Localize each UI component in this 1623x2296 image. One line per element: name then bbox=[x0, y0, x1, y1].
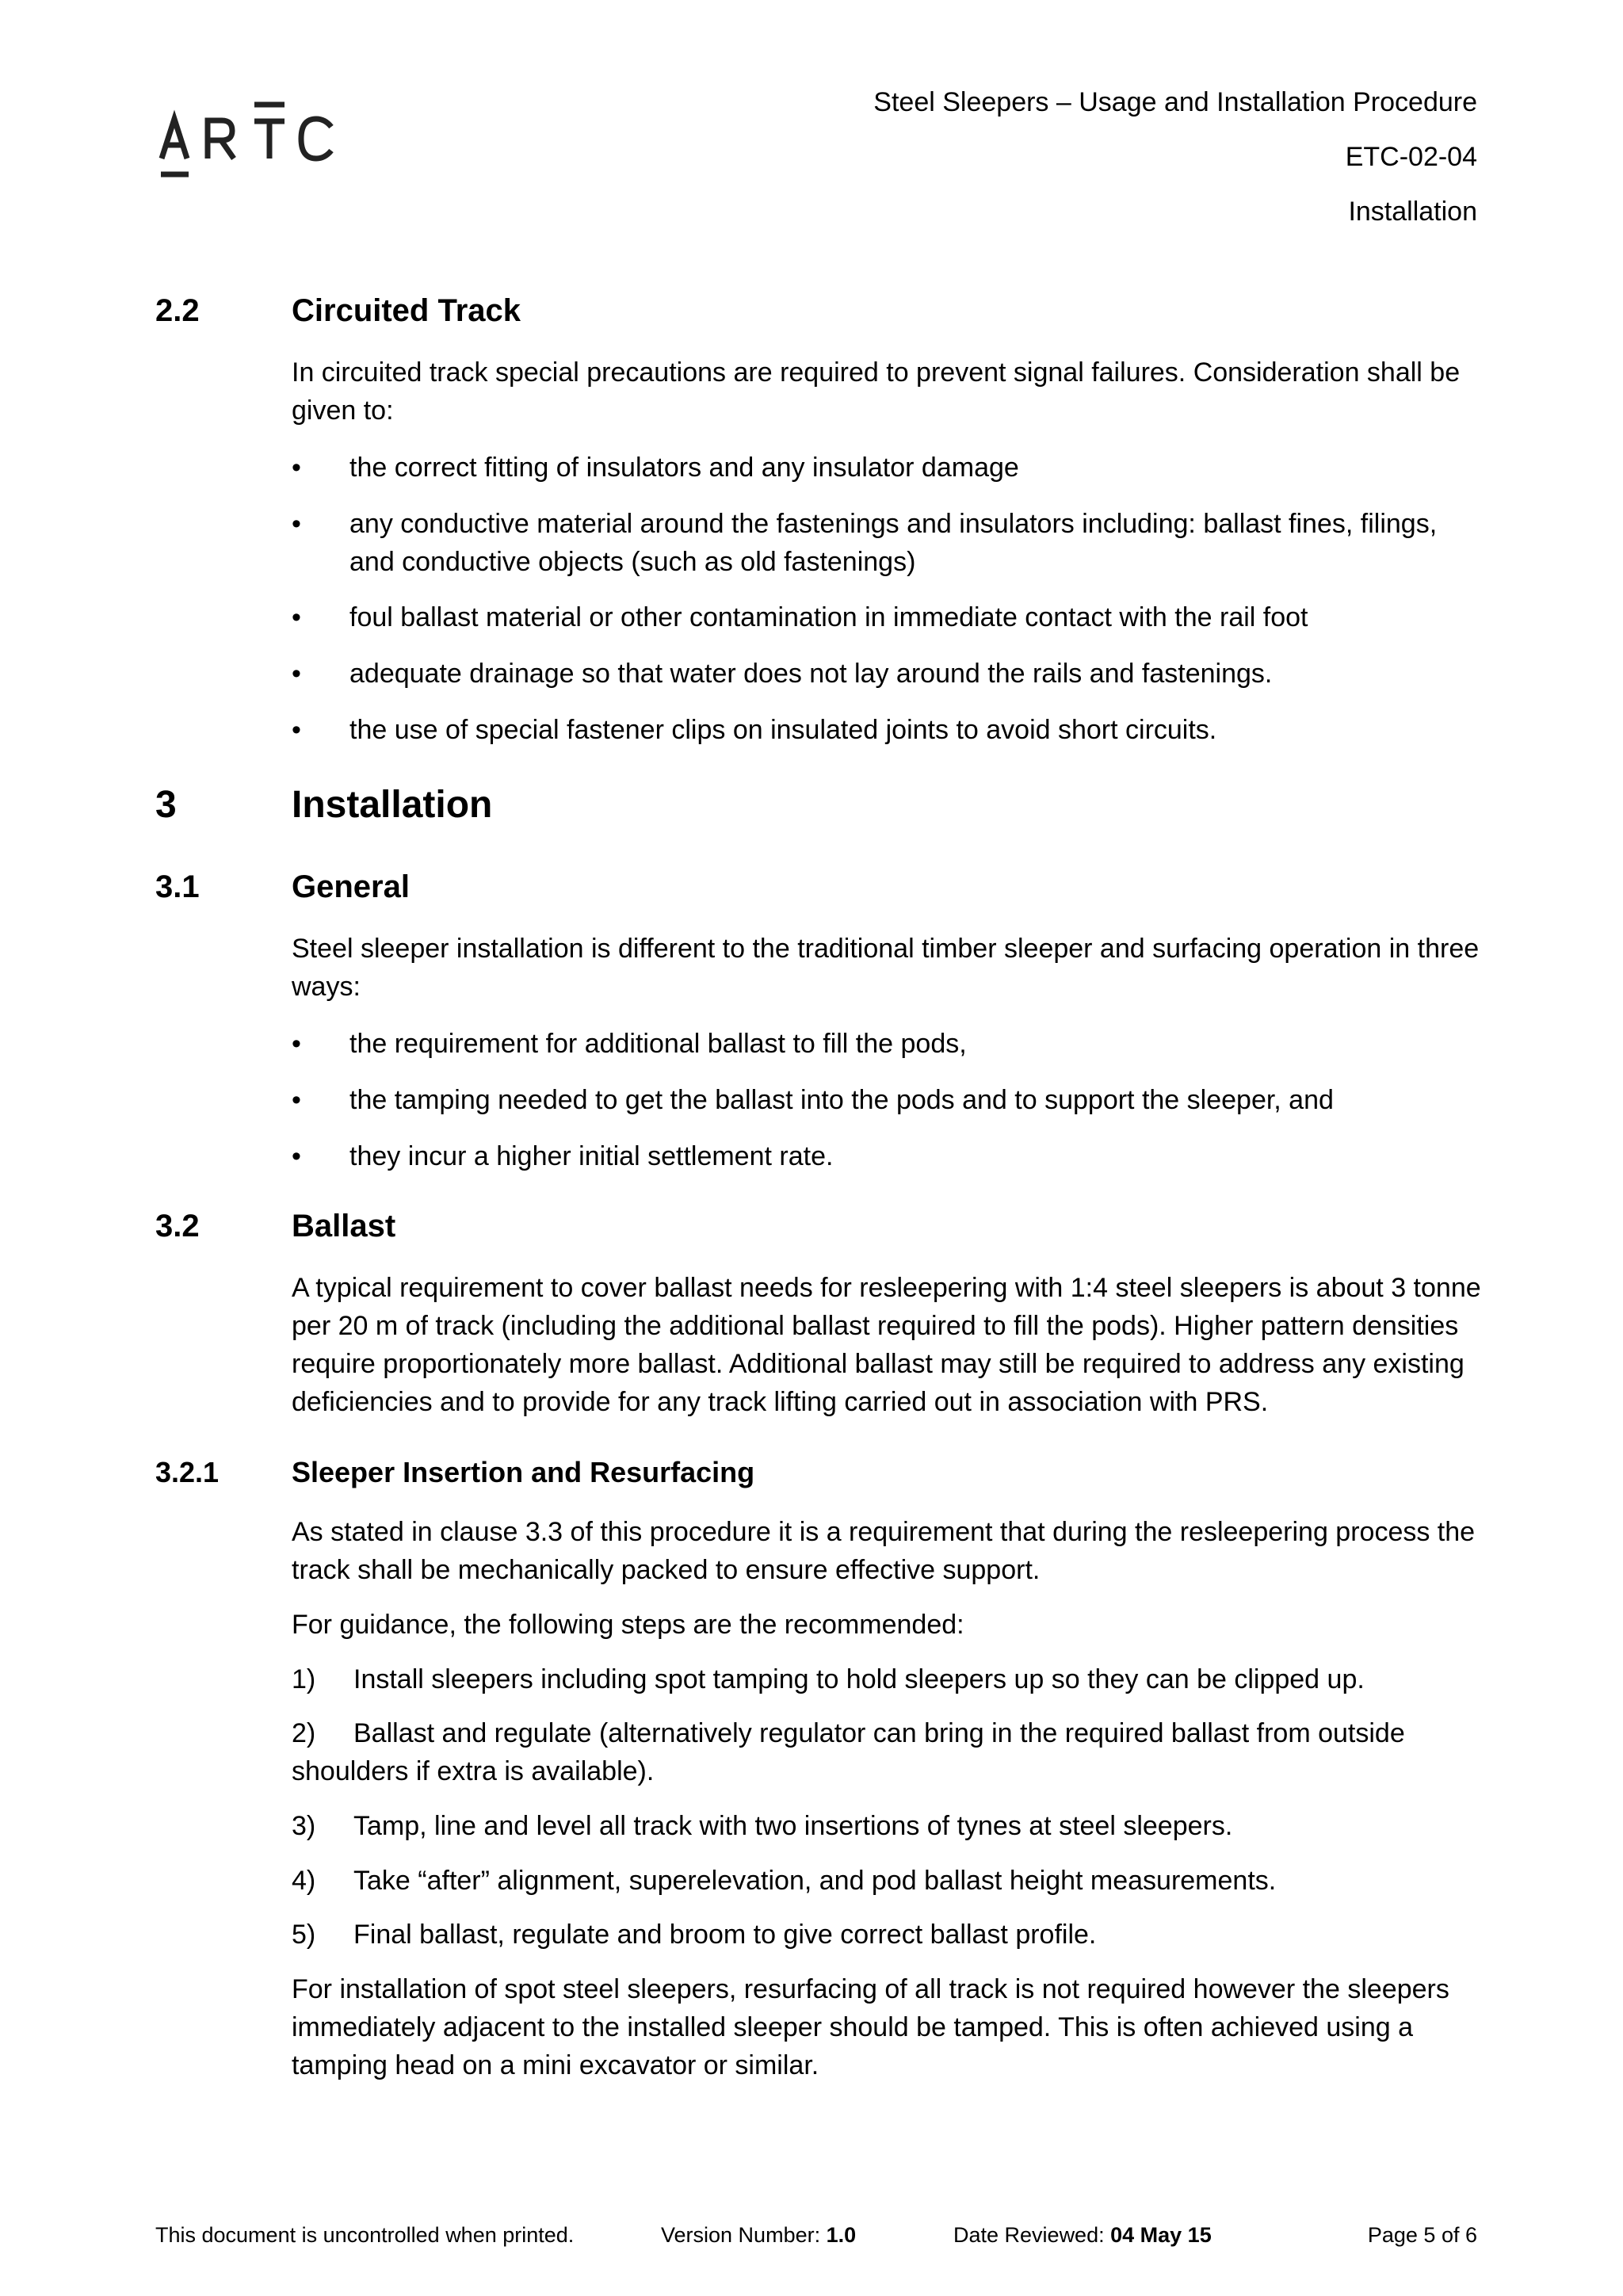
paragraph-circuited-intro: In circuited track special precautions are required to prevent signal failures. Consideration shall be given to: bbox=[292, 357, 1461, 426]
list-item: • the tamping needed to get the ballast into the pods and to support the sleeper, and bbox=[292, 1085, 1334, 1115]
heading-3-2: 3.2 Ballast bbox=[155, 1209, 396, 1244]
paragraph-spot-sleepers: For installation of spot steel sleepers, resurfacing of all track is not required however the sleepers immediately adjacent to the installed sleeper should be tamped. This is often achieved using a tamping head on a mini excavator or similar. bbox=[292, 1974, 1449, 2080]
step-item: 4) Take “after” alignment, superelevation, and pod ballast height measurements. bbox=[292, 1866, 1277, 1896]
heading-3-2-1: 3.2.1 Sleeper Insertion and Resurfacing bbox=[155, 1456, 755, 1488]
list-item: • the use of special fastener clips on insulated joints to avoid short circuits. bbox=[292, 715, 1217, 745]
list-item: • adequate drainage so that water does not lay around the rails and fastenings. bbox=[292, 659, 1273, 689]
heading-3-1: 3.1 General bbox=[155, 869, 410, 904]
list-item: • any conductive material around the fastenings and insulators including: ballast fines, filings, and conductive objects (such as old fastenings) bbox=[292, 509, 1438, 577]
paragraph-ballast: A typical requirement to cover ballast needs for resleepering with 1:4 steel sleepers is about 3 tonne per 20 m of track (including the additional ballast required to fill the pods). Higher pattern densities require proportionately more ballast. Additional ballast may still be required to address any existing deficiencies and to provide for any track lifting carried out in association with PRS. bbox=[292, 1273, 1481, 1417]
page-header bbox=[873, 75, 1477, 239]
paragraph-general-intro: Steel sleeper installation is different to the traditional timber sleeper and surfacing operation in three ways: bbox=[292, 934, 1480, 1002]
list-item: • the correct fitting of insulators and any insulator damage bbox=[292, 453, 1019, 483]
heading-3: 3 Installation bbox=[155, 784, 493, 826]
step-item: 5) Final ballast, regulate and broom to give correct ballast profile. bbox=[292, 1920, 1097, 1950]
footer-version: Version Number: 1.0 bbox=[661, 2223, 857, 2247]
step-item: 2) Ballast and regulate (alternatively regulator can bring in the required ballast from outside shoulders if extra is available). bbox=[292, 1718, 1405, 1786]
list-item: • the requirement for additional ballast to fill the pods, bbox=[292, 1029, 967, 1059]
footer-page-number: Page 5 of 6 bbox=[1367, 2223, 1477, 2247]
footer-date-reviewed: Date Reviewed: 04 May 15 bbox=[953, 2223, 1212, 2247]
step-item: 3) Tamp, line and level all track with two insertions of tynes at steel sleepers. bbox=[292, 1811, 1233, 1841]
paragraph-guidance: For guidance, the following steps are the recommended: bbox=[292, 1610, 964, 1640]
document-number: ETC-02-04 bbox=[1345, 142, 1477, 172]
list-item: • foul ballast material or other contamination in immediate contact with the rail foot bbox=[292, 602, 1308, 632]
list-item: • they incur a higher initial settlement rate. bbox=[292, 1141, 834, 1171]
heading-2-2: 2.2 Circuited Track bbox=[155, 293, 521, 328]
footer-uncontrolled: This document is uncontrolled when printed. bbox=[155, 2223, 575, 2247]
step-item: 1) Install sleepers including spot tamping to hold sleepers up so they can be clipped up. bbox=[292, 1664, 1365, 1694]
paragraph-resleepering: As stated in clause 3.3 of this procedure it is a requirement that during the resleepering process the track shall be mechanically packed to ensure effective support. bbox=[292, 1517, 1476, 1585]
document-title: Steel Sleepers – Usage and Installation Procedure bbox=[873, 87, 1477, 117]
section-name: Installation bbox=[1348, 197, 1477, 227]
artc-logo bbox=[158, 101, 341, 181]
